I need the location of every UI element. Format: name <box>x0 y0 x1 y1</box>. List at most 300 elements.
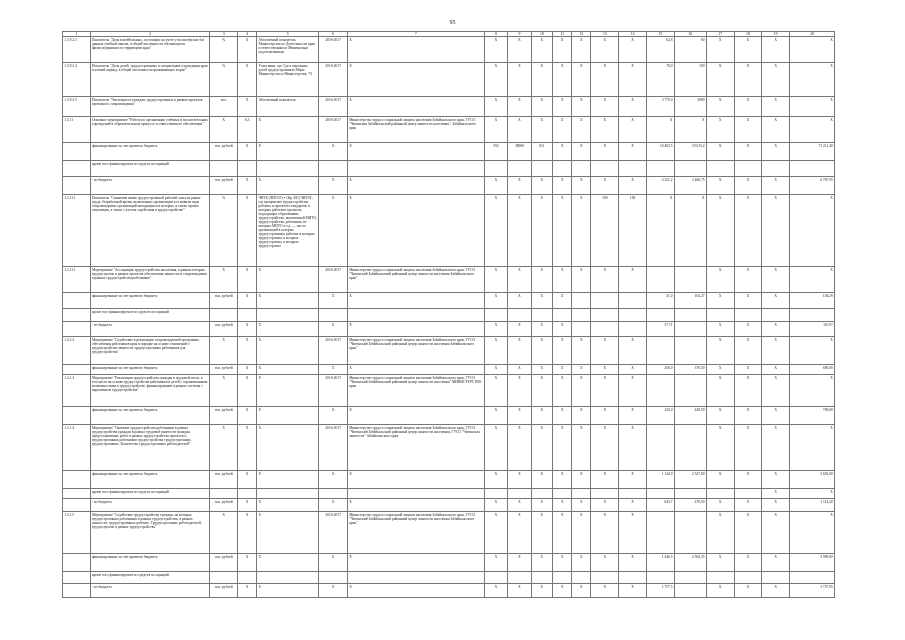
table-cell-c8: X <box>484 37 507 63</box>
table-cell-c17 <box>706 161 734 177</box>
table-cell-c19 <box>762 309 790 322</box>
table-cell-c4: X <box>238 37 257 63</box>
table-cell-c13: X <box>591 63 619 97</box>
table-cell-c5: X <box>257 471 319 489</box>
table-cell-c10 <box>531 161 552 177</box>
table-cell-c11: X <box>553 177 572 195</box>
table-cell-c15: 16 403,5 <box>646 143 674 161</box>
table-cell-c18: X <box>734 407 762 425</box>
table-cell-c19: X <box>762 337 790 365</box>
table-row <box>63 195 835 267</box>
table-cell-c4: X <box>238 425 257 471</box>
column-number: 12 <box>572 32 591 37</box>
table-cell-c4: X <box>238 322 257 337</box>
table-cell-c6 <box>319 161 348 177</box>
table-cell-c12 <box>572 322 591 337</box>
table-cell-code: 1.3.11 <box>63 117 91 143</box>
table-cell-unit: % <box>210 195 238 267</box>
table-cell-c16: 60 <box>674 37 706 63</box>
table-cell-c14: X <box>619 425 647 471</box>
table-subrow <box>63 407 835 425</box>
table-cell-c18: X <box>734 117 762 143</box>
table-cell-c5: X <box>257 554 319 572</box>
table-cell-c11: X <box>553 365 572 375</box>
table-row <box>63 375 835 407</box>
table-cell-c16: X <box>674 195 706 267</box>
table-cell-c17: X <box>706 375 734 407</box>
table-cell-c17: X <box>706 97 734 117</box>
table-cell-c7: X <box>348 554 485 572</box>
table-subrow <box>63 471 835 489</box>
table-cell-c20: 3 999,00 <box>790 554 835 572</box>
table-cell-c12: X <box>572 117 591 143</box>
table-cell-c5: X <box>257 407 319 425</box>
table-cell-c16 <box>674 267 706 293</box>
table-cell-code <box>63 143 91 161</box>
table-cell-c18: X <box>734 97 762 117</box>
table-cell-name: Мероприятие "Ассоциация трудоустройства населения, в рамках которых трудоустроено в рамках проектов обеспечения занятости и сопровождения в рамках трудоустройства работников" <box>90 267 210 293</box>
table-cell-c14: X <box>619 143 647 161</box>
table-cell-c11: X <box>553 97 572 117</box>
table-cell-c5: X <box>257 293 319 309</box>
table-cell-c6: 2016-2017 <box>319 512 348 554</box>
table-subrow <box>63 161 835 177</box>
table-cell-c6: X <box>319 293 348 309</box>
table-cell-c14: X <box>619 375 647 407</box>
table-cell-c20: 700,00 <box>790 407 835 425</box>
table-cell-c17 <box>706 489 734 499</box>
table-cell-c7: Министерство труда и социальной защиты населения Забайкальского края, ГУСО "Читинский Забайкальский районный центр занятости населения Забайкальского края" <box>348 267 485 293</box>
table-cell-code: 1.3.9.2.4 <box>63 63 91 97</box>
column-number: 13 <box>591 32 619 37</box>
table-cell-c11 <box>553 489 572 499</box>
column-number: 2 <box>90 32 210 37</box>
table-cell-c9: X <box>508 512 531 554</box>
table-cell-name: Показатель "Численность граждан, трудоустроенных в рамках проектов проектного сопровождения" <box>90 97 210 117</box>
table-cell-c7: X <box>348 365 485 375</box>
table-cell-c9: X <box>508 97 531 117</box>
column-number: 10 <box>531 32 552 37</box>
table-cell-c11: X <box>553 425 572 471</box>
table-cell-c4: 6,3 <box>238 117 257 143</box>
table-cell-c15: X <box>646 195 674 267</box>
table-cell-c9: X <box>508 471 531 489</box>
table-cell-unit: тыс. рублей <box>210 322 238 337</box>
table-row <box>63 63 835 97</box>
table-cell-code: 1.5.1.5 <box>63 512 91 554</box>
table-cell-c12: X <box>572 425 591 471</box>
table-cell-c18: X <box>734 177 762 195</box>
table-cell-c19: X <box>762 63 790 97</box>
table-cell-c4 <box>238 489 257 499</box>
table-cell-code: 1.5.1.4 <box>63 425 91 471</box>
table-row <box>63 337 835 365</box>
table-cell-c16: 104,27 <box>674 293 706 309</box>
table-cell-c9 <box>508 161 531 177</box>
table-cell-c19 <box>762 161 790 177</box>
table-cell-c10: X <box>531 425 552 471</box>
table-cell-c18: X <box>734 337 762 365</box>
table-cell-c20 <box>790 161 835 177</box>
table-cell-c9: X <box>508 267 531 293</box>
column-number: 20 <box>790 32 835 37</box>
table-cell-c5: ЧИТБ (ЧИТОГ) = (Кр.-ЕЕ) ЧИТОГ, где процентное трудоустройство рабочих и проектов стандартов, в которых работают проектов, подходящих образованию, трудоустройство, включенной МИТО, трудоустройства, работника, из которых МИТО и т.д. — число организаций в которых трудоустроенных рабочих в которых трудоустроены, в которых трудоустроены, в которых трудоустроено <box>257 195 319 267</box>
table-cell-c15 <box>646 512 674 554</box>
table-cell-c8 <box>484 572 507 584</box>
table-cell-c10: X <box>531 554 552 572</box>
table-cell-c9: X <box>508 407 531 425</box>
table-cell-unit: тыс. рублей <box>210 499 238 512</box>
table-cell-name: кроме того финансируемое из средств ассоциаций <box>90 572 210 584</box>
table-cell-c16 <box>674 161 706 177</box>
table-cell-c19: X <box>762 143 790 161</box>
column-number: 5 <box>257 32 319 37</box>
table-cell-c20: X <box>790 117 835 143</box>
table-cell-c18: X <box>734 554 762 572</box>
table-cell-code <box>63 489 91 499</box>
table-cell-name: финансирование за счет краевого бюджета <box>90 365 210 375</box>
table-cell-c14: X <box>619 499 647 512</box>
table-cell-c14 <box>619 161 647 177</box>
table-cell-c11: X <box>553 471 572 489</box>
table-cell-c20: 104,29 <box>790 293 835 309</box>
table-cell-c19: X <box>762 97 790 117</box>
table-cell-c6 <box>319 572 348 584</box>
table-cell-c14 <box>619 293 647 309</box>
table-cell-c12: X <box>572 97 591 117</box>
table-cell-c4: X <box>238 512 257 554</box>
table-cell-c19: X <box>762 584 790 598</box>
table-cell-c16 <box>674 512 706 554</box>
table-cell-c12: X <box>572 337 591 365</box>
table-cell-c6: 2016-2017 <box>319 97 348 117</box>
table-cell-code <box>63 293 91 309</box>
table-cell-c13: X <box>591 407 619 425</box>
table-body <box>63 32 835 598</box>
table-cell-c8: X <box>484 554 507 572</box>
table-cell-c19: X <box>762 293 790 309</box>
table-cell-c20: X <box>790 425 835 471</box>
table-cell-c19 <box>762 572 790 584</box>
table-cell-c7: Министерство труда и социальной защиты населения Забайкальского края, ГУСО "Читинский Забайкальский районный центр занятости населения" МИНИСТЕРСТВО края <box>348 375 485 407</box>
table-cell-c6 <box>319 309 348 322</box>
table-cell-c14: X <box>619 117 647 143</box>
table-cell-c7: Министерство труда и социальной защиты населения Забайкальского края, ГУСО "Читинский Забайкальский районный центр занятости населения, ГУСО "Читинская занятости" Забайкальского края <box>348 425 485 471</box>
table-cell-c5: X <box>257 499 319 512</box>
table-cell-code <box>63 407 91 425</box>
table-cell-c6: 2016-2017 <box>319 337 348 365</box>
table-cell-c16 <box>674 425 706 471</box>
table-cell-c4: X <box>238 554 257 572</box>
table-cell-c12: X <box>572 554 591 572</box>
table-cell-c4: X <box>238 177 257 195</box>
table-cell-c7: X <box>348 322 485 337</box>
column-number: 19 <box>762 32 790 37</box>
table-cell-c5 <box>257 572 319 584</box>
table-cell-c13: X <box>591 375 619 407</box>
table-cell-c6: 2016-2017 <box>319 375 348 407</box>
table-cell-c10: X <box>531 37 552 63</box>
table-cell-c15 <box>646 572 674 584</box>
table-cell-c9: X <box>508 499 531 512</box>
table-cell-c20: 600,00 <box>790 365 835 375</box>
table-cell-c15 <box>646 309 674 322</box>
table-cell-c5: X <box>257 322 319 337</box>
table-cell-c16 <box>674 337 706 365</box>
table-cell-c7: X <box>348 471 485 489</box>
table-cell-c8: X <box>484 117 507 143</box>
table-cell-c6: 2016-2017 <box>319 425 348 471</box>
table-cell-c7: X <box>348 499 485 512</box>
table-cell-c20: X <box>790 375 835 407</box>
table-cell-name: Мероприятие "Оказание трудоустройства работников в рамках трудоустройства граждан в рамках трудовой занятости граждан, предоставляемых работ в рамках трудоустройства проектов и трудоустроенных работников трудоустройства трудоустроенных трудоустроенных. Количество трудоустроенных работодателей" <box>90 425 210 471</box>
table-cell-name: - из бюджета <box>90 322 210 337</box>
table-cell-c11: X <box>553 554 572 572</box>
table-cell-c20: X <box>790 63 835 97</box>
table-cell-c8: X <box>484 195 507 267</box>
table-cell-c9: X <box>508 365 531 375</box>
table-cell-c4: X <box>238 97 257 117</box>
table-cell-c4: X <box>238 63 257 97</box>
table-cell-c13: X <box>591 267 619 293</box>
table-cell-c14: X <box>619 337 647 365</box>
table-cell-c9: X <box>508 554 531 572</box>
column-number: 14 <box>619 32 647 37</box>
table-cell-c7: X <box>348 97 485 117</box>
table-cell-c12: X <box>572 407 591 425</box>
table-cell-c17 <box>706 572 734 584</box>
table-cell-c13: X <box>591 143 619 161</box>
table-cell-c14: X <box>619 584 647 598</box>
table-cell-c15: 70,0 <box>646 63 674 97</box>
table-cell-c14: X <box>619 365 647 375</box>
table-cell-c16: 100 <box>674 63 706 97</box>
column-number: 16 <box>674 32 706 37</box>
table-cell-c20: X <box>790 267 835 293</box>
table-cell-c6: 2016-2017 <box>319 63 348 97</box>
table-cell-c6: X <box>319 365 348 375</box>
table-cell-code <box>63 499 91 512</box>
table-cell-c5 <box>257 309 319 322</box>
table-cell-c18: X <box>734 293 762 309</box>
table-cell-c19: X <box>762 489 790 499</box>
table-cell-c9: X <box>508 177 531 195</box>
table-cell-c13: X <box>591 37 619 63</box>
table-row <box>63 97 835 117</box>
table-subrow <box>63 365 835 375</box>
table-cell-c10: 611 <box>531 143 552 161</box>
table-cell-c13: X <box>591 117 619 143</box>
table-cell-c6: X <box>319 584 348 598</box>
table-cell-c12: X <box>572 37 591 63</box>
table-cell-c19: X <box>762 365 790 375</box>
table-cell-c9 <box>508 489 531 499</box>
table-cell-name: - из бюджета <box>90 177 210 195</box>
table-cell-c19: X <box>762 425 790 471</box>
table-subrow <box>63 322 835 337</box>
table-cell-c16 <box>674 375 706 407</box>
table-cell-c5: X <box>257 365 319 375</box>
table-cell-c11 <box>553 572 572 584</box>
table-cell-c6: 2016-2017 <box>319 117 348 143</box>
table-cell-c9 <box>508 309 531 322</box>
table-cell-unit: чел. <box>210 97 238 117</box>
table-cell-c12: X <box>572 471 591 489</box>
table-cell-c10: X <box>531 177 552 195</box>
table-cell-c20: X <box>790 337 835 365</box>
table-cell-c4: X <box>238 267 257 293</box>
table-cell-c18: X <box>734 512 762 554</box>
table-cell-c15 <box>646 161 674 177</box>
table-cell-c15 <box>646 337 674 365</box>
table-cell-c19: X <box>762 177 790 195</box>
table-cell-c16 <box>674 322 706 337</box>
table-cell-c14 <box>619 322 647 337</box>
table-cell-c10: X <box>531 267 552 293</box>
table-cell-c4: X <box>238 143 257 161</box>
table-cell-c8: X <box>484 584 507 598</box>
table-cell-c4: X <box>238 407 257 425</box>
table-cell-c17: X <box>706 471 734 489</box>
table-cell-unit <box>210 489 238 499</box>
table-cell-c11: X <box>553 195 572 267</box>
table-cell-c7 <box>348 489 485 499</box>
table-cell-c19: X <box>762 267 790 293</box>
table-cell-c5 <box>257 489 319 499</box>
table-cell-c16: 376,50 <box>674 365 706 375</box>
table-subrow <box>63 584 835 598</box>
table-cell-c6: X <box>319 177 348 195</box>
table-cell-c16: 19 615,4 <box>674 143 706 161</box>
table-cell-c15 <box>646 267 674 293</box>
table-cell-c18: X <box>734 365 762 375</box>
table-cell-c18: X <box>734 143 762 161</box>
table-cell-c8: X <box>484 293 507 309</box>
table-cell-c8: X <box>484 499 507 512</box>
table-cell-c7: X <box>348 584 485 598</box>
table-cell-c8: X <box>484 267 507 293</box>
table-cell-c15: 256,0 <box>646 365 674 375</box>
table-cell-c17: X <box>706 365 734 375</box>
program-activities-table <box>62 31 835 598</box>
table-cell-c8: X <box>484 407 507 425</box>
table-cell-c14: X <box>619 37 647 63</box>
table-cell-c17: X <box>706 407 734 425</box>
table-cell-c10: X <box>531 499 552 512</box>
table-cell-c15 <box>646 425 674 471</box>
table-cell-c19: X <box>762 195 790 267</box>
table-cell-c12: X <box>572 512 591 554</box>
table-cell-c19: X <box>762 554 790 572</box>
table-cell-name: Мероприятие "Содействие трудоустройству граждан, на которых трудоустроенных работников в рамках трудоустройства, в рамках занятости, трудоустроенных рабочих. Трудоустроенных работодателей, трудоустроено в рамках трудоустройства" <box>90 512 210 554</box>
column-number: 9 <box>508 32 531 37</box>
table-cell-c11: X <box>553 322 572 337</box>
table-cell-c17: X <box>706 425 734 471</box>
table-cell-c10: X <box>531 97 552 117</box>
table-cell-c20: X <box>790 195 835 267</box>
table-cell-c17: X <box>706 117 734 143</box>
table-cell-c15: 4 321,2 <box>646 177 674 195</box>
table-cell-code <box>63 322 91 337</box>
table-cell-unit: X <box>210 117 238 143</box>
table-cell-c18 <box>734 572 762 584</box>
table-cell-c7: X <box>348 407 485 425</box>
table-subrow <box>63 499 835 512</box>
table-cell-name: финансирование за счет краевого бюджета <box>90 471 210 489</box>
table-cell-c19: X <box>762 37 790 63</box>
table-cell-c9: X <box>508 117 531 143</box>
table-cell-c12: X <box>572 499 591 512</box>
table-cell-code <box>63 572 91 584</box>
table-cell-c10: X <box>531 512 552 554</box>
table-cell-c5: Участники, где. Где в школьных детей трудоустроенных Меры Министерство и Министерства, "О <box>257 63 319 97</box>
table-cell-c20: 1 114,20 <box>790 499 835 512</box>
table-cell-c13: X <box>591 177 619 195</box>
table-cell-c13: X <box>591 499 619 512</box>
table-cell-c14: X <box>619 407 647 425</box>
column-number: 15 <box>646 32 674 37</box>
table-cell-c7: X <box>348 293 485 309</box>
table-cell-c17: X <box>706 322 734 337</box>
table-cell-c18: X <box>734 195 762 267</box>
table-cell-c15: 57,71 <box>646 322 674 337</box>
table-cell-c13: X <box>591 425 619 471</box>
table-subrow <box>63 572 835 584</box>
table-cell-name: Показатель "Доля детей, трудоустроенных в специальные учреждения края в летний период, в общей численности проживающих в крае" <box>90 63 210 97</box>
table-cell-c15: 643,7 <box>646 499 674 512</box>
table-cell-c14: 100 <box>619 195 647 267</box>
table-cell-c10: X <box>531 63 552 97</box>
table-cell-c15: 3 770,0 <box>646 97 674 117</box>
table-subrow <box>63 143 835 161</box>
table-cell-c8: X <box>484 471 507 489</box>
table-row <box>63 267 835 293</box>
table-cell-c11 <box>553 161 572 177</box>
table-cell-c9: X <box>508 425 531 471</box>
table-cell-c10: X <box>531 471 552 489</box>
column-number: 6 <box>319 32 348 37</box>
table-cell-c10: X <box>531 407 552 425</box>
table-cell-c11: X <box>553 407 572 425</box>
table-cell-c7: Министерство труда и социальной защиты населения Забайкальского края, ГУСО "Читинский Забайкальский районный центр занятости населения Забайкальского края" <box>348 337 485 365</box>
table-cell-c14 <box>619 489 647 499</box>
table-cell-c6: 2016-2017 <box>319 37 348 63</box>
table-cell-unit: тыс. рублей <box>210 365 238 375</box>
table-cell-unit: % <box>210 63 238 97</box>
table-subrow <box>63 293 835 309</box>
table-cell-c8: X <box>484 337 507 365</box>
table-cell-name: Показатель "Снижение вновь трудоустроенной рабочей силы на рынке труда, безработный время, включенных организации в основном виде сопровождения, организаций находящихся в которых, в также прочих отношения, а также с учетом содействия в трудоустройстве" <box>90 195 210 267</box>
table-cell-unit: тыс. рублей <box>210 584 238 598</box>
table-cell-name: Показатель "Доля волейбольных, состоящих на учете у волонтёрских баз данных учебной школы, в общей численности обучающихся физкультурником по территории края" <box>90 37 210 63</box>
table-cell-c7: X <box>348 177 485 195</box>
table-cell-c6: X <box>319 322 348 337</box>
table-cell-c7 <box>348 161 485 177</box>
table-cell-c18: X <box>734 499 762 512</box>
table-cell-name: Основное мероприятие "Работа по организации учебных и воспитательных учреждений в образовательном процессе и ответственного обеспечения" <box>90 117 210 143</box>
table-cell-c17: X <box>706 499 734 512</box>
table-cell-c17: X <box>706 143 734 161</box>
table-row <box>63 117 835 143</box>
table-cell-c17: X <box>706 554 734 572</box>
table-cell-c12: X <box>572 63 591 97</box>
column-number: 11 <box>553 32 572 37</box>
table-cell-unit: % <box>210 37 238 63</box>
table-cell-c4: X <box>238 375 257 407</box>
table-cell-code <box>63 584 91 598</box>
table-cell-name: кроме того финансируемое из средств ассоциаций <box>90 309 210 322</box>
table-cell-c4: X <box>238 195 257 267</box>
